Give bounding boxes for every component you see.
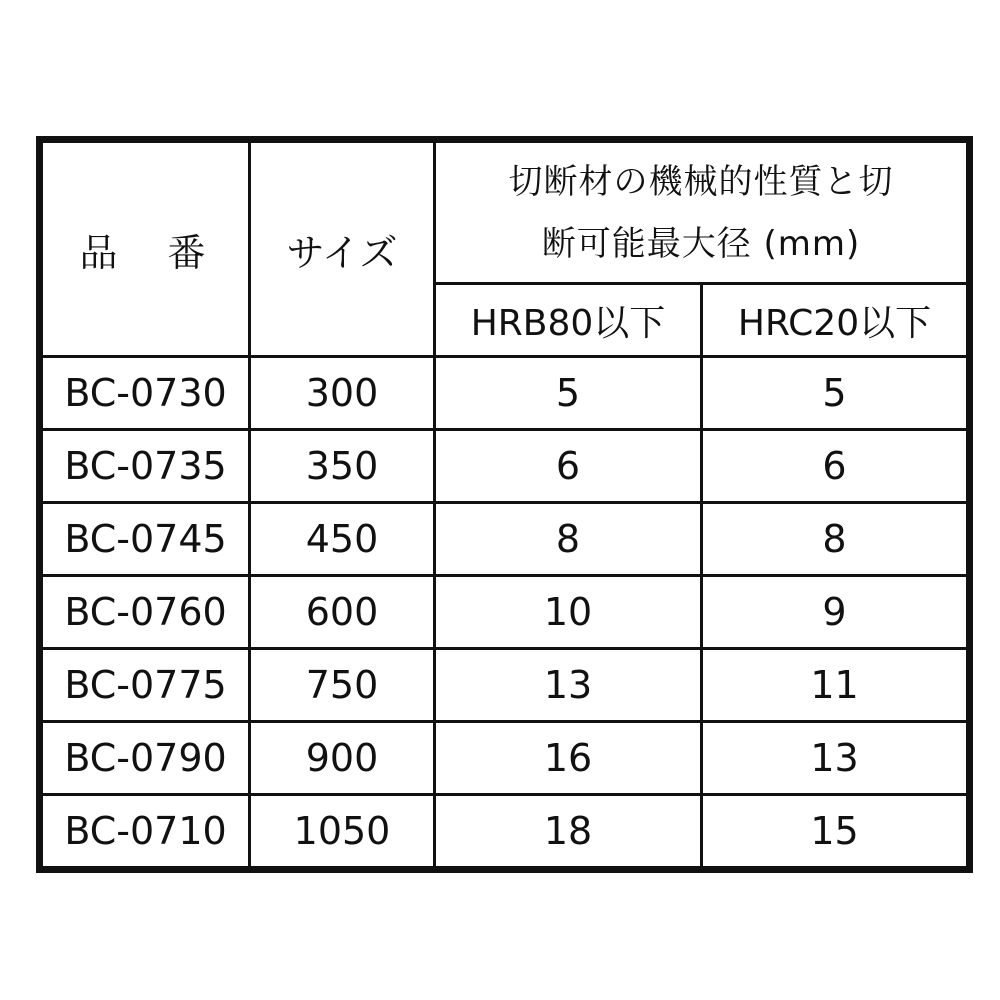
cell-size: 1050 bbox=[250, 795, 435, 870]
header-size: サイズ bbox=[250, 140, 435, 357]
header-cutting-capacity-line2: 断可能最大径 (mm) bbox=[541, 223, 861, 264]
table-row bbox=[40, 503, 970, 576]
spec-table bbox=[36, 136, 973, 873]
table-row bbox=[40, 576, 970, 649]
cell-hinban: BC-0745 bbox=[40, 503, 250, 576]
cell-hrc: 5 bbox=[702, 357, 970, 430]
header-row bbox=[40, 140, 970, 284]
cell-size: 750 bbox=[250, 649, 435, 722]
cell-hrb: 8 bbox=[435, 503, 702, 576]
cell-hrc: 6 bbox=[702, 430, 970, 503]
cell-hrb: 16 bbox=[435, 722, 702, 795]
header-hrc: HRC20以下 bbox=[702, 284, 970, 357]
cell-size: 300 bbox=[250, 357, 435, 430]
cell-size: 350 bbox=[250, 430, 435, 503]
cell-hrc: 9 bbox=[702, 576, 970, 649]
cell-hinban: BC-0735 bbox=[40, 430, 250, 503]
cell-hinban: BC-0790 bbox=[40, 722, 250, 795]
cell-hrb: 10 bbox=[435, 576, 702, 649]
header-cutting-capacity bbox=[435, 140, 970, 284]
cell-size: 450 bbox=[250, 503, 435, 576]
cell-hrc: 13 bbox=[702, 722, 970, 795]
table-row bbox=[40, 430, 970, 503]
cell-hrc: 11 bbox=[702, 649, 970, 722]
cell-hrc: 15 bbox=[702, 795, 970, 870]
table-row bbox=[40, 795, 970, 870]
table-row bbox=[40, 722, 970, 795]
cell-hinban: BC-0775 bbox=[40, 649, 250, 722]
cell-hrb: 13 bbox=[435, 649, 702, 722]
cell-hrb: 18 bbox=[435, 795, 702, 870]
header-hrb: HRB80以下 bbox=[435, 284, 702, 357]
table-row bbox=[40, 649, 970, 722]
header-hinban: 品 番 bbox=[40, 140, 250, 357]
cell-size: 900 bbox=[250, 722, 435, 795]
table-row bbox=[40, 357, 970, 430]
cell-hrb: 5 bbox=[435, 357, 702, 430]
cell-hinban: BC-0710 bbox=[40, 795, 250, 870]
cell-size: 600 bbox=[250, 576, 435, 649]
cell-hrc: 8 bbox=[702, 503, 970, 576]
header-cutting-capacity-line1: 切断材の機械的性質と切 bbox=[508, 161, 894, 202]
cell-hinban: BC-0730 bbox=[40, 357, 250, 430]
cell-hinban: BC-0760 bbox=[40, 576, 250, 649]
cell-hrb: 6 bbox=[435, 430, 702, 503]
